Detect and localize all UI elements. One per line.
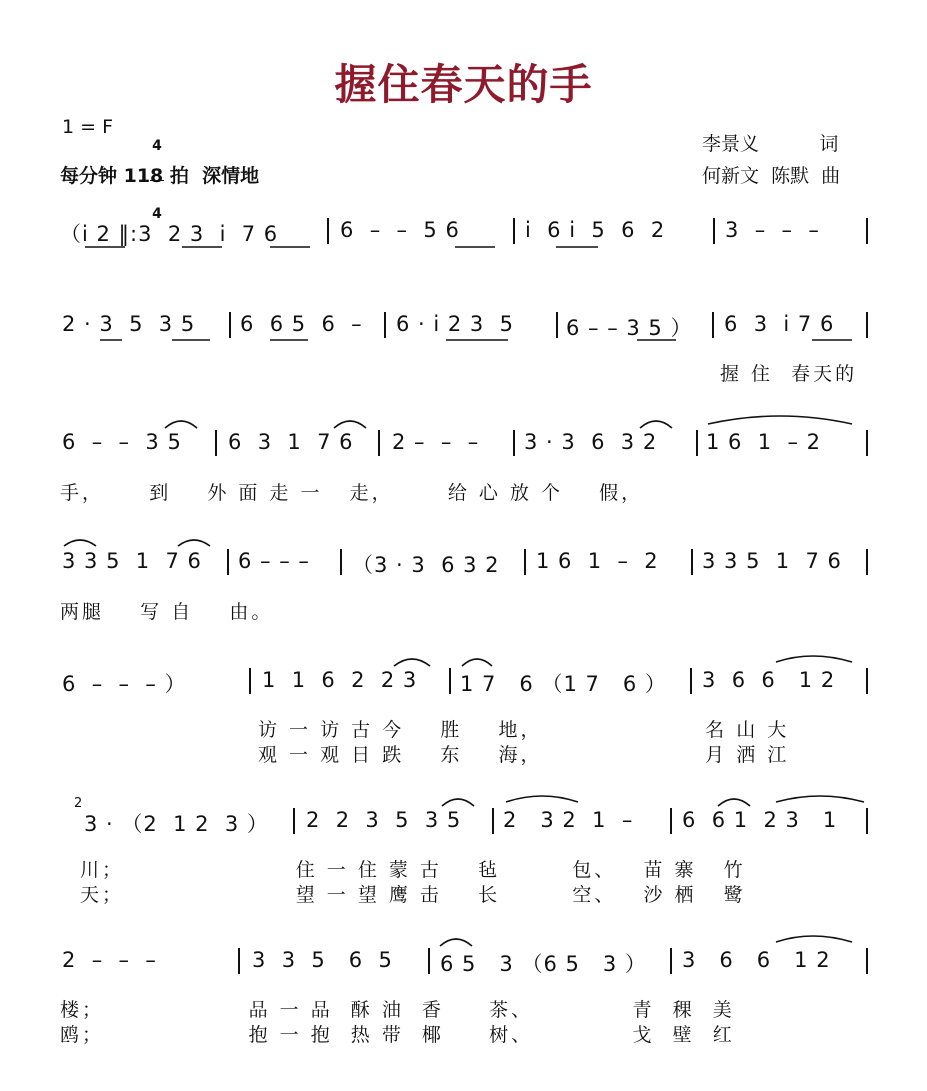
- slur: [776, 796, 864, 802]
- lyricist-credit: 李景义 词: [702, 133, 839, 155]
- measure-2-5: 6 3 i 7 6: [724, 312, 835, 336]
- measure-7-4: 3 6 6 1 2: [682, 948, 831, 972]
- measure-3-3: 2 – – –: [392, 430, 480, 454]
- lyric-verse-1: 楼； 品 一 品 酥 油 香 茶、 青 稞 美: [60, 999, 735, 1021]
- composer-credit: 何新文 陈默 曲: [702, 165, 841, 187]
- tempo-marking: 每分钟 118 拍 深情地: [60, 165, 260, 187]
- lyric-verse-1: 川； 住 一 住 蒙 古 毡 包、 苗 寨 竹: [80, 859, 746, 881]
- song-title: 握住春天的手: [334, 60, 593, 109]
- measure-4-2: 6 – – –: [238, 549, 310, 573]
- measure-2-2: 6 6 5 6 –: [240, 312, 363, 336]
- lyric-line-2: 握 住 春天的: [720, 363, 858, 385]
- measure-4-4: 1 6 1 – 2: [536, 549, 659, 573]
- time-signature-top: 4: [152, 138, 162, 154]
- measure-3-2: 6 3 1 7 6: [228, 430, 354, 454]
- measure-7-2: 3 3 5 6 5: [252, 948, 393, 972]
- measure-3-5: 1 6 1 – 2: [706, 430, 821, 454]
- slur: [64, 540, 96, 546]
- slur: [178, 540, 210, 546]
- measure-7-1: 2 – – –: [62, 948, 157, 972]
- lyric-line-3: 手， 到 外 面 走 一 走， 给 心 放 个 假，: [60, 482, 644, 504]
- measure-3-4: 3 · 3 6 3 2: [524, 430, 658, 454]
- lyric-verse-1: 访 一 访 古 今 胜 地， 名 山 大: [258, 719, 790, 741]
- measure-1-3: i 6 i 5 6 2: [525, 218, 666, 242]
- slur: [776, 656, 852, 662]
- measure-1-2: 6 – – 5 6: [340, 218, 460, 242]
- measure-5-4: 3 6 6 1 2: [702, 668, 836, 692]
- measure-7-3: 6 5 3 （6 5 3 ）: [440, 952, 647, 976]
- lyric-verse-2: 天； 望 一 望 鹰 击 长 空、 沙 栖 鹭: [80, 884, 746, 906]
- slur: [334, 421, 366, 428]
- lyric-verse-2: 观 一 观 日 跌 东 海， 月 洒 江: [258, 744, 790, 766]
- measure-1-4: 3 – – –: [725, 218, 820, 242]
- measure-5-3: 1 7 6 （1 7 6 ）: [460, 672, 667, 696]
- measure-4-1: 3 3 5 1 7 6: [62, 549, 202, 573]
- slur: [708, 416, 852, 424]
- measure-1-1: （i 2 ‖:3 2 3 i 7 6: [60, 222, 279, 246]
- slur: [776, 936, 852, 942]
- key-signature: 1 = F: [62, 116, 114, 138]
- grace-note: 2: [74, 796, 83, 811]
- slur: [440, 939, 472, 946]
- measure-5-1: 6 – – – ）: [62, 672, 187, 696]
- slur: [506, 796, 578, 802]
- slur: [165, 421, 197, 428]
- time-signature-bottom: 4: [152, 206, 162, 222]
- lyric-line-4: 两腿 写 自 由。: [60, 601, 274, 623]
- measure-5-2: 1 1 6 2 2 3: [262, 668, 418, 692]
- slur: [640, 421, 672, 428]
- measure-6-2: 2 2 3 5 3 5: [306, 808, 462, 832]
- measure-2-1: 2 · 3 5 3 5: [62, 312, 196, 336]
- slur: [394, 659, 430, 666]
- measure-6-1: 3 · （2 1 2 3 ）: [84, 812, 269, 836]
- measure-4-3: （3 · 3 6 3 2: [352, 553, 500, 577]
- measure-6-3: 2 3 2 1 –: [503, 808, 634, 832]
- measure-4-5: 3 3 5 1 7 6: [702, 549, 842, 573]
- slur: [718, 799, 750, 806]
- slur: [462, 659, 492, 666]
- slur: [442, 799, 474, 806]
- measure-2-4: 6 – – 3 5 ）: [566, 316, 693, 340]
- measure-2-3: 6 · i 2 3 5: [396, 312, 515, 336]
- lyric-verse-2: 鸥； 抱 一 抱 热 带 椰 树、 戈 壁 红: [60, 1024, 735, 1046]
- measure-6-4: 6 6 1 2 3 1: [682, 808, 838, 832]
- measure-3-1: 6 – – 3 5: [62, 430, 182, 454]
